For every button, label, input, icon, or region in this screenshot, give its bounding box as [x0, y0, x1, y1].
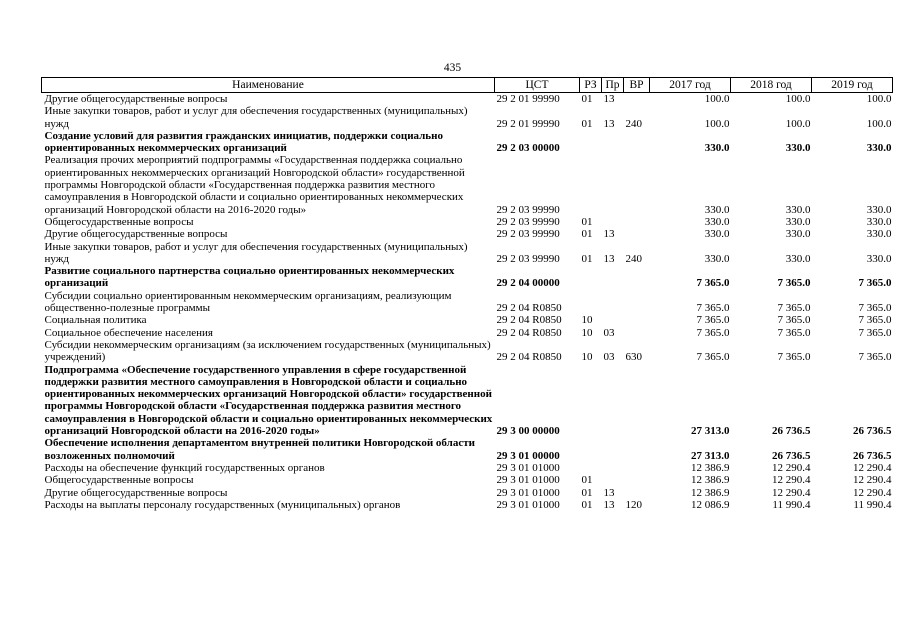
row-cst: 29 2 04 00000: [496, 277, 560, 290]
table-row: [42, 241, 893, 266]
table-row: [42, 499, 893, 511]
row-name: Развитие социального партнерства социально ориентированных некоммерческих организаций: [44, 265, 455, 290]
row-name: Общегосударственные вопросы: [44, 215, 194, 228]
row-rz: 01: [581, 252, 593, 265]
table-row: [42, 93, 893, 106]
row-vr: [624, 437, 650, 462]
row-pr: 13: [603, 498, 615, 511]
row-value-2017: 330.0: [704, 142, 730, 155]
table-row: [42, 437, 893, 462]
row-value-2017: 27 313.0: [691, 449, 730, 462]
row-vr: [624, 327, 650, 339]
row-value-2019: 26 736.5: [853, 449, 892, 462]
row-name: Социальное обеспечение населения: [44, 326, 213, 339]
row-cst: 29 2 04 R0850: [496, 302, 562, 315]
row-value-2019: 7 365.0: [858, 302, 892, 315]
table-row: [42, 216, 893, 228]
row-cst: 29 3 01 01000: [496, 498, 560, 511]
row-rz: 01: [581, 486, 593, 499]
row-vr: [624, 364, 650, 438]
row-value-2018: 7 365.0: [777, 326, 811, 339]
row-value-2019: 330.0: [866, 252, 892, 265]
row-value-2019: 7 365.0: [858, 277, 892, 290]
row-value-2017: 330.0: [704, 203, 730, 216]
row-cst: 29 2 03 99990: [496, 252, 560, 265]
row-value-2017: 7 365.0: [696, 314, 730, 327]
row-cst: 29 3 01 01000: [496, 461, 560, 474]
row-pr: 13: [603, 252, 615, 265]
row-pr: [602, 437, 624, 462]
row-value-2018: 11 990.4: [772, 498, 811, 511]
row-name: Общегосударственные вопросы: [44, 474, 194, 487]
row-pr: [602, 364, 624, 438]
row-vr: 630: [625, 351, 642, 364]
row-pr: [602, 130, 624, 155]
table-row: [42, 474, 893, 486]
row-value-2018: 330.0: [785, 228, 811, 241]
table-row: [42, 327, 893, 339]
row-value-2018: 7 365.0: [777, 302, 811, 315]
row-pr: 13: [603, 93, 615, 105]
row-value-2018: 12 290.4: [772, 474, 811, 487]
row-name: Реализация прочих мероприятий подпрограммы «Государственная поддержка социально ориентированных некоммерческих организаций Новгородской области» государственной программы Новгородской области «Государственная поддержка развития местного самоуправления в Новгородской области и социально ориентированных некоммерческих организаций Новгородской области на 2016-2020 годы»: [44, 154, 465, 216]
row-cst: 29 2 03 99990: [496, 215, 560, 228]
row-value-2019: 12 290.4: [853, 486, 892, 499]
page-number: 435: [443, 62, 462, 74]
header-2017: 2017 год: [650, 78, 731, 93]
row-value-2018: 12 290.4: [772, 486, 811, 499]
row-value-2019: 330.0: [866, 203, 892, 216]
row-value-2017: 330.0: [704, 228, 730, 241]
row-value-2017: 12 086.9: [691, 498, 730, 511]
table-row: [42, 154, 893, 215]
row-pr: 13: [603, 228, 615, 241]
table-row: [42, 265, 893, 290]
row-value-2017: 100.0: [704, 117, 730, 130]
row-rz: [580, 265, 602, 290]
row-value-2017: 12 386.9: [691, 486, 730, 499]
row-cst: 29 3 01 01000: [496, 474, 560, 487]
row-name: Другие общегосударственные вопросы: [44, 228, 228, 241]
row-rz: [580, 290, 602, 315]
row-rz: [580, 462, 602, 474]
row-value-2019: 330.0: [866, 215, 892, 228]
row-vr: 120: [625, 498, 642, 511]
row-rz: 01: [581, 117, 593, 130]
row-value-2018: 330.0: [785, 215, 811, 228]
table-row: [42, 228, 893, 240]
row-cst: 29 2 03 00000: [496, 142, 560, 155]
header-pr: Пр: [602, 78, 624, 93]
header-2018: 2018 год: [731, 78, 812, 93]
row-rz: 10: [581, 326, 593, 339]
row-cst: 29 2 04 R0850: [496, 351, 562, 364]
row-value-2017: 330.0: [704, 252, 730, 265]
row-rz: 01: [581, 93, 593, 105]
row-value-2018: 26 736.5: [772, 449, 811, 462]
row-name: Иные закупки товаров, работ и услуг для обеспечения государственных (муниципальных) нужд: [44, 240, 468, 265]
header-vr: ВР: [624, 78, 650, 93]
row-name: Субсидии социально ориентированным некоммерческим организациям, реализующим общественно-полезные программы: [44, 289, 452, 315]
row-pr: [602, 474, 624, 486]
row-name: Подпрограмма «Обеспечение государственного управления в сфере государственной поддержки развития местного самоуправления в Новгородской области и социально ориентированных некоммерческих организаций Новгородской области» государственной программы Новгородской области «Государственная поддержка развития местного самоуправления в Новгородской области и социально ориентированных некоммерческих организаций Новгородской области на 2016-2020 годы»: [44, 363, 493, 438]
row-vr: [624, 154, 650, 215]
row-value-2018: 12 290.4: [772, 461, 811, 474]
row-value-2019: 11 990.4: [853, 498, 892, 511]
row-rz: 01: [581, 474, 593, 487]
row-value-2018: 7 365.0: [777, 351, 811, 364]
row-rz: 10: [581, 314, 593, 327]
row-cst: 29 2 03 99990: [496, 228, 560, 241]
table-row: [42, 364, 893, 438]
row-value-2017: 12 386.9: [691, 461, 730, 474]
row-name: Расходы на обеспечение функций государственных органов: [44, 461, 325, 474]
row-pr: 13: [603, 117, 615, 130]
row-cst: 29 3 01 01000: [496, 486, 560, 499]
row-value-2018: 100.0: [785, 93, 811, 105]
row-cst: 29 2 04 R0850: [496, 326, 562, 339]
row-pr: [602, 154, 624, 215]
row-value-2019: 330.0: [866, 142, 892, 155]
table-row: [42, 290, 893, 315]
row-vr: [624, 130, 650, 155]
row-cst: 29 2 03 99990: [496, 203, 560, 216]
table-row: [42, 130, 893, 155]
row-vr: [624, 474, 650, 486]
row-value-2019: 330.0: [866, 228, 892, 241]
row-vr: [624, 290, 650, 315]
row-rz: 01: [581, 215, 593, 228]
row-value-2019: 100.0: [866, 117, 892, 130]
row-value-2018: 7 365.0: [777, 277, 811, 290]
row-name: Другие общегосударственные вопросы: [44, 486, 228, 499]
row-vr: 240: [625, 117, 642, 130]
row-value-2019: 12 290.4: [853, 474, 892, 487]
row-value-2018: 100.0: [785, 117, 811, 130]
row-value-2018: 330.0: [785, 142, 811, 155]
row-vr: 240: [625, 252, 642, 265]
row-name: Иные закупки товаров, работ и услуг для обеспечения государственных (муниципальных) нужд: [44, 105, 468, 130]
row-cst: 29 2 01 99990: [496, 117, 560, 130]
row-vr: [624, 487, 650, 499]
row-cst: 29 2 04 R0850: [496, 314, 562, 327]
row-value-2019: 26 736.5: [853, 425, 892, 438]
table-row: [42, 487, 893, 499]
row-value-2019: 7 365.0: [858, 314, 892, 327]
row-rz: [580, 130, 602, 155]
row-rz: [580, 364, 602, 438]
row-value-2018: 26 736.5: [772, 425, 811, 438]
row-value-2019: 7 365.0: [858, 326, 892, 339]
table-body: [42, 93, 893, 512]
row-rz: 10: [581, 351, 593, 364]
row-value-2019: 12 290.4: [853, 461, 892, 474]
header-2019: 2019 год: [812, 78, 893, 93]
row-value-2017: 7 365.0: [696, 302, 730, 315]
row-rz: [580, 154, 602, 215]
row-pr: 03: [603, 351, 615, 364]
row-value-2018: 330.0: [785, 252, 811, 265]
row-vr: [624, 216, 650, 228]
header-rz: РЗ: [580, 78, 602, 93]
row-vr: [624, 462, 650, 474]
row-value-2017: 7 365.0: [696, 351, 730, 364]
row-value-2017: 7 365.0: [696, 277, 730, 290]
row-value-2019: 7 365.0: [858, 351, 892, 364]
row-rz: 01: [581, 498, 593, 511]
row-rz: [580, 437, 602, 462]
row-cst: 29 3 01 00000: [496, 449, 560, 462]
row-pr: [602, 216, 624, 228]
table-header-row: [42, 78, 893, 93]
row-pr: [602, 290, 624, 315]
row-value-2017: 12 386.9: [691, 474, 730, 487]
row-vr: [624, 228, 650, 240]
row-name: Расходы на выплаты персоналу государственных (муниципальных) органов: [44, 498, 401, 511]
row-vr: [624, 265, 650, 290]
row-cst: 29 3 00 00000: [496, 425, 560, 438]
row-name: Субсидии некоммерческим организациям (за исключением государственных (муниципальных) учреждений): [44, 338, 491, 364]
row-pr: [602, 265, 624, 290]
row-rz: 01: [581, 228, 593, 241]
header-cst: ЦСТ: [495, 78, 580, 93]
table-row: [42, 105, 893, 130]
row-value-2017: 330.0: [704, 215, 730, 228]
header-name: Наименование: [42, 78, 495, 93]
row-pr: 13: [603, 486, 615, 499]
row-value-2017: 7 365.0: [696, 326, 730, 339]
row-pr: [602, 462, 624, 474]
row-cst: 29 2 01 99990: [496, 93, 560, 105]
row-value-2017: 27 313.0: [691, 425, 730, 438]
row-vr: [624, 314, 650, 326]
table-row: [42, 339, 893, 364]
row-value-2017: 100.0: [704, 93, 730, 105]
row-value-2018: 7 365.0: [777, 314, 811, 327]
table-row: [42, 314, 893, 326]
row-vr: [624, 93, 650, 106]
row-value-2018: 330.0: [785, 203, 811, 216]
budget-table: [41, 77, 893, 511]
row-name: Обеспечение исполнения департаментом внутренней политики Новгородской области возложенных полномочий: [44, 437, 475, 462]
row-value-2019: 100.0: [866, 93, 892, 105]
row-name: Социальная политика: [44, 314, 147, 327]
row-name: Другие общегосударственные вопросы: [44, 93, 228, 105]
row-name: Создание условий для развития гражданских инициатив, поддержки социально ориентированных некоммерческих организаций: [44, 129, 443, 155]
row-pr: 03: [603, 326, 615, 339]
row-pr: [602, 314, 624, 326]
table-row: [42, 462, 893, 474]
